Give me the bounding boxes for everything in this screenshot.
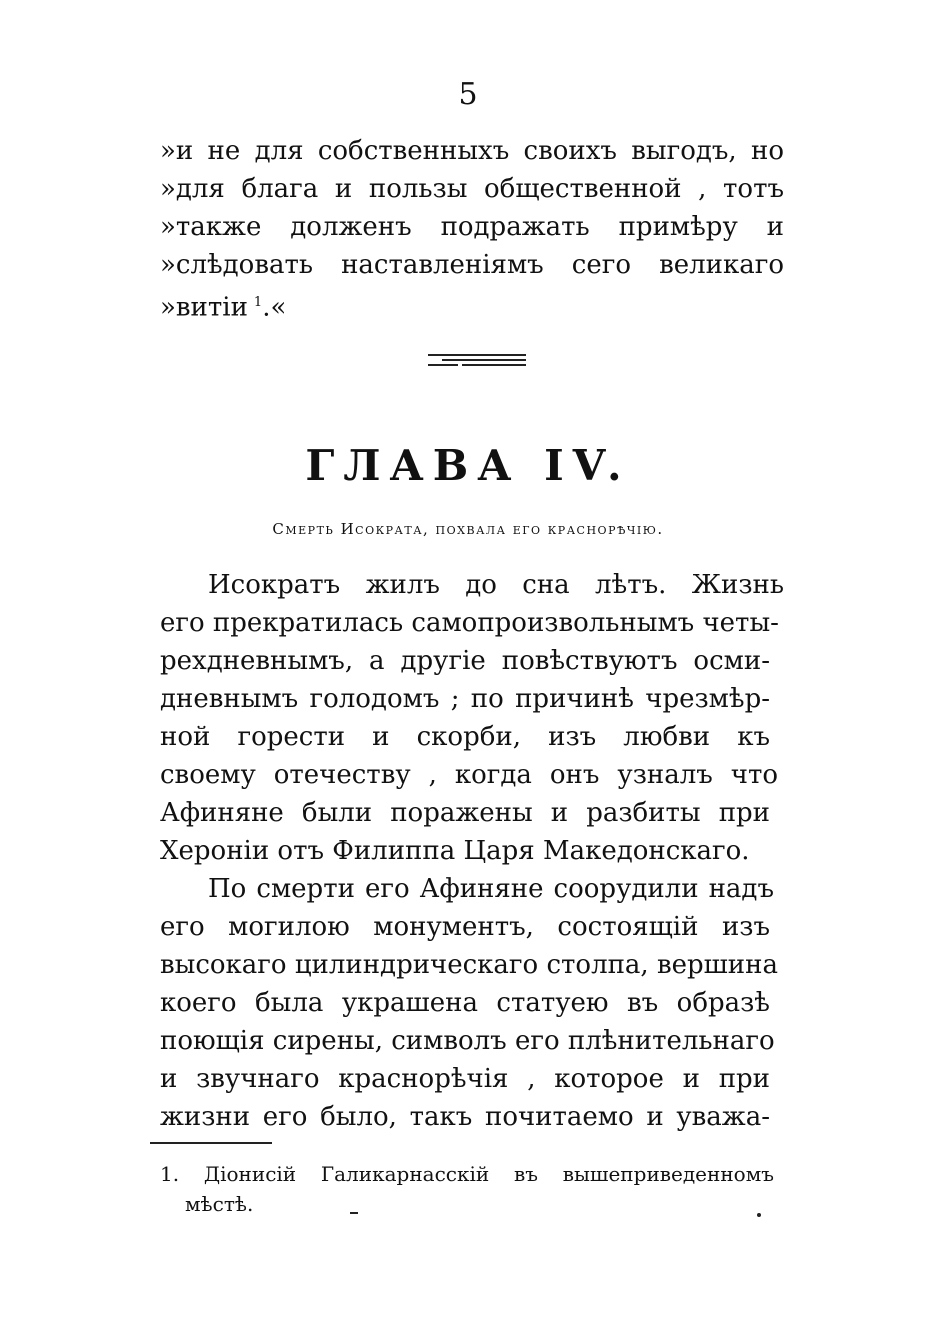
ink-speck bbox=[350, 1212, 358, 1214]
body-line: дневнымъ голодомъ ; по причинѣ чрезмѣр- bbox=[160, 684, 770, 714]
quote-line-text: »витiи bbox=[160, 292, 248, 323]
body-line: жизни его было, такъ почитаемо и уважа- bbox=[160, 1102, 770, 1132]
body-line: своему отечеству , когда онъ узналъ что bbox=[160, 760, 778, 790]
quote-line: »для блага и пользы общественной , тотъ bbox=[160, 174, 784, 204]
body-line: Афиняне были поражены и разбиты при bbox=[160, 798, 770, 828]
body-line: высокаго цилиндрическаго столпа, вершина bbox=[160, 950, 778, 980]
quote-line: »также долженъ подражать примѣру и bbox=[160, 212, 784, 242]
body-line: коего была украшена статуею въ образѣ bbox=[160, 988, 770, 1018]
body-line: его прекратилась самопроизвольнымъ четы- bbox=[160, 608, 779, 638]
body-line: По смерти его Афиняне соорудили надъ bbox=[208, 874, 774, 904]
footnote-line-last: мѣстѣ. bbox=[185, 1192, 254, 1216]
ink-dot bbox=[757, 1213, 761, 1217]
body-line: рехдневнымъ, а другіе повѣствуютъ осми- bbox=[160, 646, 770, 676]
page-number: 5 bbox=[458, 77, 478, 112]
chapter-subtitle: Смерть Исократа, похвала его краснорѣчію. bbox=[272, 520, 664, 538]
body-line: Исократъ жилъ до сна лѣтъ. Жизнь bbox=[208, 570, 784, 600]
quote-line: »и не для собственныхъ своихъ выгодъ, но bbox=[160, 136, 784, 166]
body-line: ной горести и скорби, изъ любви къ bbox=[160, 722, 770, 752]
footnote-rule bbox=[150, 1142, 272, 1144]
chapter-title: ГЛАВА IV. bbox=[305, 441, 631, 490]
footnote-line: 1. Діонисій Галикарнасскій въ вышеприведенномъ bbox=[160, 1162, 774, 1186]
body-line: поющія сирены, символъ его плѣнительнаго bbox=[160, 1026, 775, 1056]
body-line: его могилою монументъ, состоящій изъ bbox=[160, 912, 770, 942]
footnote-reference: 1 bbox=[253, 295, 263, 310]
body-line: и звучнаго краснорѣчія , которое и при bbox=[160, 1064, 770, 1094]
section-divider-ornament bbox=[428, 352, 526, 368]
body-line-paragraph-end: Херонiи отъ Филиппа Царя Македонскаго. bbox=[160, 836, 750, 866]
quote-closing: .« bbox=[262, 292, 287, 323]
quote-line-last bbox=[160, 286, 784, 325]
quote-line: »слѣдовать наставленіямъ сего великаго bbox=[160, 250, 784, 280]
